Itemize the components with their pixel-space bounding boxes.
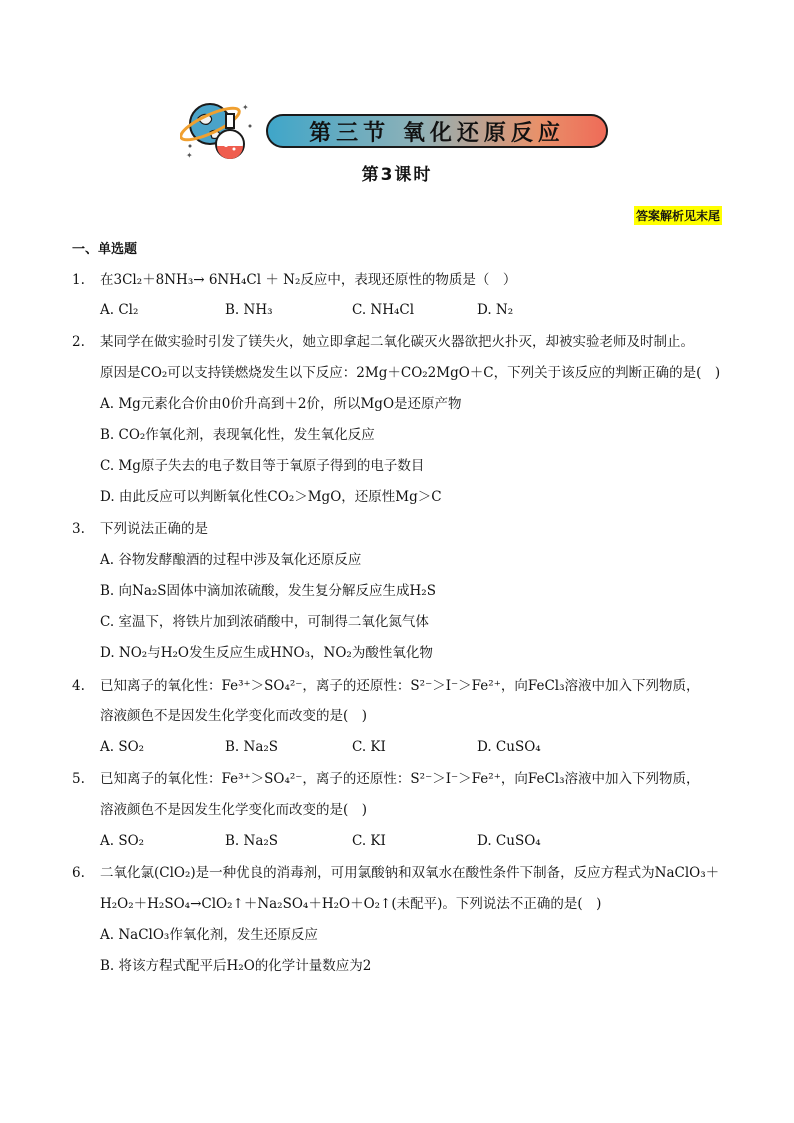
option-d: D. NO₂与H₂O发生反应生成HNO₃，NO₂为酸性氧化物: [100, 645, 433, 661]
question-text: 原因是CO₂可以支持镁燃烧发生以下反应：2Mg＋CO₂2MgO＋C，下列关于该反应的判断正确的是( ): [100, 365, 721, 381]
option-a: A. NaClO₃作氧化剂，发生还原反应: [100, 927, 318, 943]
question-text: 已知离子的氧化性：Fe³⁺＞SO₄²⁻，离子的还原性：S²⁻＞I⁻＞Fe²⁺，向FeCl₃溶液中加入下列物质，: [100, 771, 700, 787]
science-logo-icon: [180, 96, 260, 166]
option-b: B. Na₂S: [225, 739, 279, 755]
page-header: [180, 96, 620, 166]
option-b: B. NH₃: [225, 302, 273, 318]
option-a: A. 谷物发酵酿酒的过程中涉及氧化还原反应: [100, 552, 362, 568]
option-b: B. Na₂S: [225, 833, 279, 849]
section-title: 一、单选题: [72, 242, 138, 257]
option-c: C. Mg原子失去的电子数目等于氧原子得到的电子数目: [100, 458, 425, 474]
answer-note: 答案解析见末尾: [634, 206, 722, 225]
option-c: C. KI: [352, 833, 386, 849]
option-b: B. 将该方程式配平后H₂O的化学计量数应为2: [100, 958, 372, 974]
question-text: 在3Cl₂＋8NH₃→ 6NH₄Cl ＋ N₂反应中，表现还原性的物质是（ ）: [100, 272, 517, 288]
option-b: B. CO₂作氧化剂，表现氧化性，发生氧化反应: [100, 427, 375, 443]
option-a: A. Cl₂: [100, 302, 139, 318]
question-number: 2.: [72, 334, 85, 350]
svg-text:✦: ✦: [186, 151, 193, 160]
svg-text:✦: ✦: [242, 103, 249, 112]
question-text: H₂O₂＋H₂SO₄→ClO₂↑＋Na₂SO₄＋H₂O＋O₂↑(未配平)。下列说法不正确的是( ): [100, 896, 602, 912]
question-number: 6.: [72, 865, 85, 881]
question-number: 1.: [72, 272, 85, 288]
option-c: C. 室温下，将铁片加到浓硝酸中，可制得二氧化氮气体: [100, 614, 429, 630]
question-number: 3.: [72, 521, 85, 537]
option-a: A. SO₂: [100, 739, 145, 755]
option-d: D. CuSO₄: [477, 739, 541, 755]
question-text: 溶液颜色不是因发生化学变化而改变的是( ): [100, 708, 368, 724]
question-number: 5.: [72, 771, 85, 787]
question-number: 4.: [72, 678, 85, 694]
page-title: 第三节 氧化还原反应: [309, 120, 565, 146]
option-d: D. N₂: [477, 302, 514, 318]
option-a: A. SO₂: [100, 833, 145, 849]
option-c: C. KI: [352, 739, 386, 755]
option-c: C. NH₄Cl: [352, 302, 415, 318]
option-b: B. 向Na₂S固体中滴加浓硫酸，发生复分解反应生成H₂S: [100, 583, 436, 599]
option-d: D. 由此反应可以判断氧化性CO₂＞MgO，还原性Mg＞C: [100, 489, 442, 505]
option-d: D. CuSO₄: [477, 833, 541, 849]
option-a: A. Mg元素化合价由0价升高到＋2价，所以MgO是还原产物: [100, 396, 462, 412]
question-text: 下列说法正确的是: [100, 521, 208, 537]
question-text: 溶液颜色不是因发生化学变化而改变的是( ): [100, 802, 368, 818]
question-text: 某同学在做实验时引发了镁失火，她立即拿起二氧化碳灭火器欲把火扑灭，却被实验老师及时制止。: [100, 334, 694, 350]
title-banner: [266, 114, 608, 148]
lesson-subtitle: 第3课时: [361, 165, 433, 185]
question-text: 已知离子的氧化性：Fe³⁺＞SO₄²⁻，离子的还原性：S²⁻＞I⁻＞Fe²⁺，向FeCl₃溶液中加入下列物质，: [100, 678, 700, 694]
question-text: 二氧化氯(ClO₂)是一种优良的消毒剂，可用氯酸钠和双氧水在酸性条件下制备，反应方程式为NaClO₃＋: [100, 865, 720, 881]
